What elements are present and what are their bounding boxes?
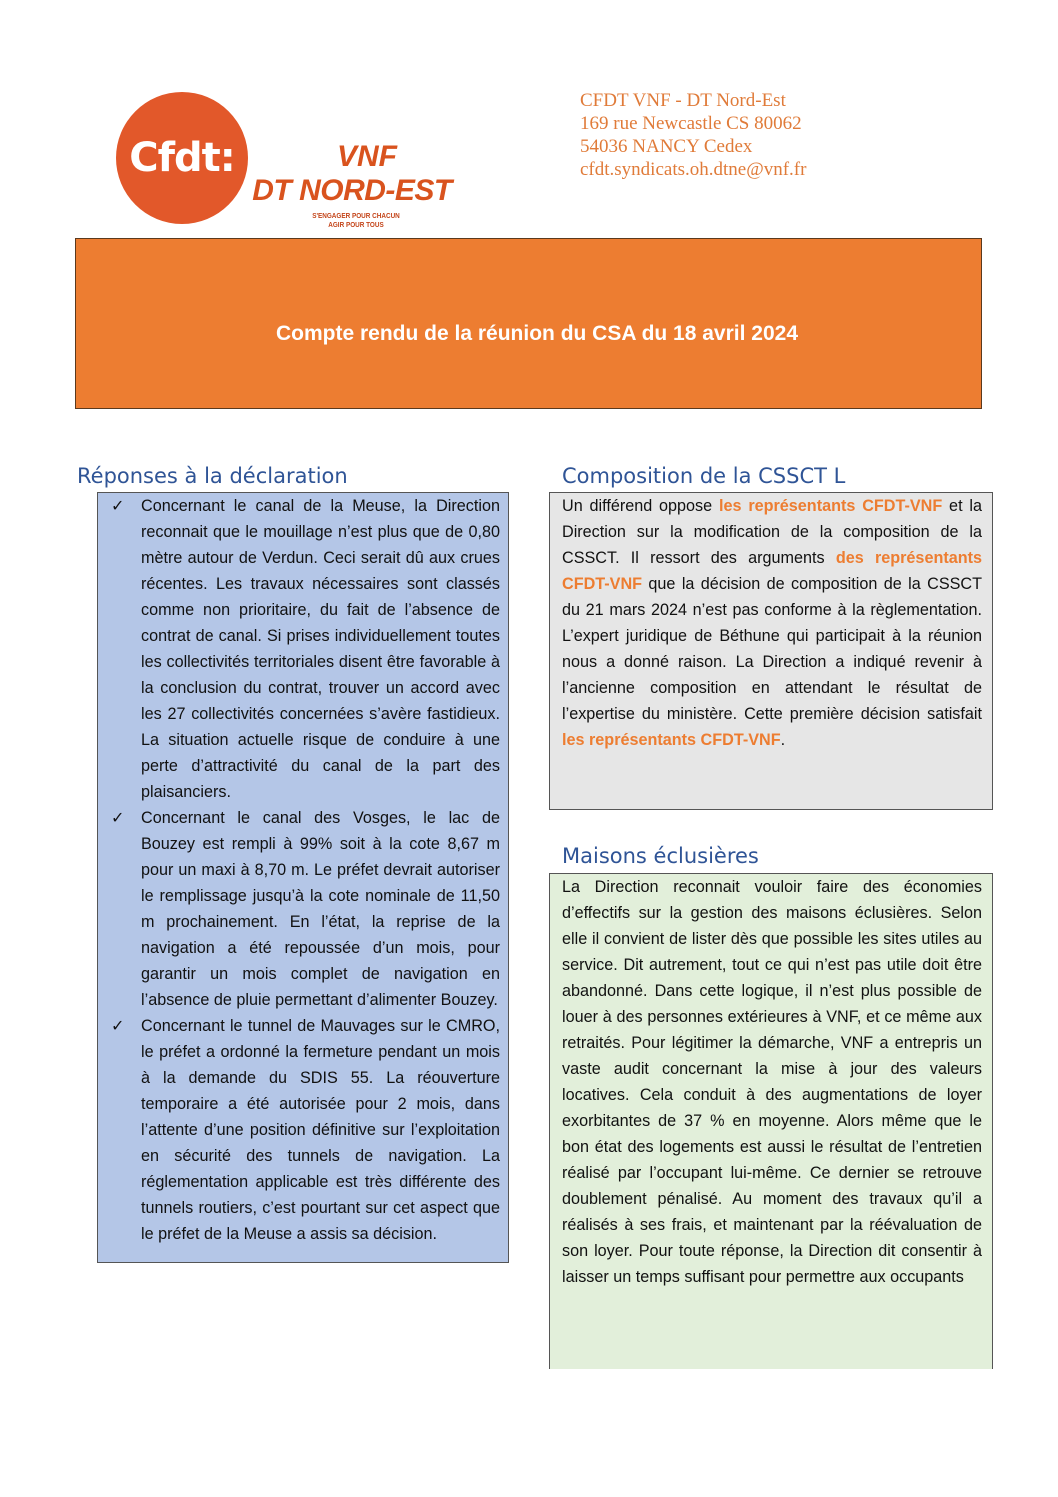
address-email[interactable]: cfdt.syndicats.oh.dtne@vnf.fr <box>580 159 807 180</box>
section-heading-maisons: Maisons éclusières <box>562 844 759 868</box>
maisons-paragraph: La Direction reconnait vouloir faire des économies d’effectifs sur la gestion des maisons éclusières. Selon elle il convient de lister dès que possible les sites utiles au service. Dit autrement, tout ce qui n’est pas utile doit être abandonné. Dans cette logique, il n’est plus possible de louer à des personnes extérieures à VNF, et ce même aux retraités. Pour légitimer la démarche, VNF a entrepris un vaste audit concernant la mise à jour des valeurs locatives. Cela conduit à des augmentations de loyer exorbitantes de 37 % en moyenne. Alors même que le bon état des logements est aussi le résultat de l’entretien réalisé par l’occupant lui-même. Ce dernier se retrouve doublement pénalisé. Au moment des travaux qu’il a réalisés à ses frais, et maintenant par la réévaluation de son loyer. Pour toute réponse, la Direction dit consentir à laisser un temps suffisant pour permettre aux occupants <box>562 878 982 1286</box>
list-item <box>98 493 500 805</box>
check-icon: ✓ <box>111 496 125 515</box>
list-item <box>98 805 500 1013</box>
cssct-highlight: les représentants CFDT-VNF <box>718 497 943 515</box>
logo-vnf-text: VNF <box>337 140 397 173</box>
address-street: 169 rue Newcastle CS 80062 <box>580 113 802 134</box>
reponses-list <box>98 493 500 1247</box>
logo-dt-nord-est-text: DT NORD-EST <box>252 174 452 207</box>
list-item <box>98 1013 500 1247</box>
maisons-box <box>549 873 993 1369</box>
cssct-highlight: des représentants CFDT-VNF <box>562 549 983 593</box>
cssct-text: Un différend oppose <box>562 497 719 515</box>
sender-address <box>580 89 806 181</box>
check-icon: ✓ <box>111 808 125 827</box>
logo-tagline-line2: AGIR POUR TOUS <box>328 220 384 229</box>
logo-tagline <box>302 211 411 229</box>
cssct-text: . <box>780 731 786 749</box>
cssct-text: et la Direction sur la modification de la composition de la CSSCT. Il ressort des arguments <box>562 497 982 567</box>
title-banner <box>75 238 982 409</box>
bullet-text: Concernant le tunnel de Mauvages sur le CMRO, le préfet a ordonné la fermeture pendant un mois à la demande du SDIS 55. La réouverture temporaire a été autorisée pour 2 mois, dans l’attente d’une position définitive sur l’exploitation en sécurité des tunnels de navigation. La réglementation applicable est très différente des tunnels routiers, c’est pourtant sur cet aspect que le préfet de la Meuse a assis sa décision. <box>141 1017 500 1243</box>
bullet-text: Concernant le canal des Vosges, le lac de Bouzey est rempli à 99% soit à la cote 8,67 m pour un maxi à 8,70 m. Le préfet devrait autoriser le remplissage jusqu’à la cote nominale de 11,50 m prochainement. En l’état, la reprise de la navigation a été repoussée d’un mois, pour garantir un mois complet de navigation en l’absence de pluie permettant d’alimenter Bouzey. <box>141 809 500 1009</box>
reponses-box <box>97 492 509 1263</box>
address-org: CFDT VNF - DT Nord-Est <box>580 90 786 111</box>
cssct-box <box>549 492 993 810</box>
section-heading-cssct: Composition de la CSSCT L <box>562 464 846 488</box>
page-title: Compte rendu de la réunion du CSA du 18 avril 2024 <box>276 322 799 345</box>
cssct-text: que la décision de composition de la CSSCT du 21 mars 2024 n’est pas conforme à la règlementation. L’expert juridique de Béthune qui participait à la réunion nous a donné raison. La Direction a indiqué revenir à l’ancienne composition en attendant le résultat de l’expertise du ministère. Cette première décision satisfait <box>562 575 982 723</box>
logo-tagline-line1: S'ENGAGER POUR CHACUN <box>312 211 400 220</box>
address-city: 54036 NANCY Cedex <box>580 136 753 157</box>
cssct-highlight: les représentants CFDT-VNF <box>562 731 781 749</box>
bullet-text: Concernant le canal de la Meuse, la Direction reconnait que le mouillage n’est plus que de 0,80 mètre autour de Verdun. Ceci serait dû aux crues récentes. Les travaux nécessaires sont classés comme non prioritaire, du fait de l’absence de contrat de canal. Si prises individuellement toutes les collectivités territoriales disent être favorable à la conclusion du contrat, trouver un accord avec les 27 collectivités concernées s’avère fastidieux. La situation actuelle risque de conduire à une perte d’attractivité du canal de la part des plaisanciers. <box>141 497 500 801</box>
section-heading-reponses: Réponses à la déclaration <box>77 464 348 488</box>
check-icon: ✓ <box>111 1016 125 1035</box>
cfdt-logo-badge <box>116 92 248 224</box>
cssct-paragraph <box>562 493 982 753</box>
cfdt-logo-text: Cfdt: <box>129 135 235 181</box>
